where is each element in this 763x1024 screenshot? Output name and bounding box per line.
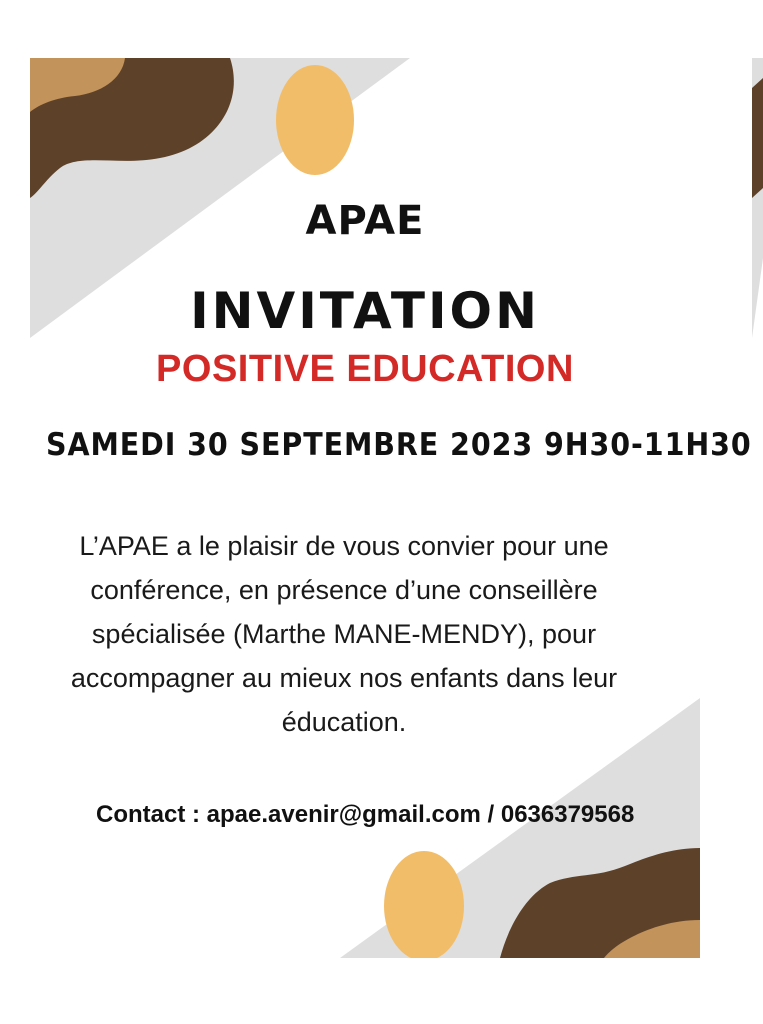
event-subtitle: POSITIVE EDUCATION [156,348,574,390]
next-page-edge [752,58,763,338]
message-line: spécialisée (Marthe MANE-MENDY), pour [91,619,597,649]
top-gold-circle [276,65,354,175]
next-page-decoration [752,58,763,338]
contact-info: Contact : apae.avenir@gmail.com / 0636379568 [96,801,635,828]
message-line: L’APAE a le plaisir de vous convier pour une [79,531,609,561]
next-page-brown-shape [752,78,763,198]
message-line: éducation. [281,707,407,737]
invitation-message [44,524,644,744]
organization-name: APAE [305,198,425,244]
invitation-title: INVITATION [190,282,540,340]
message-line: accompagner au mieux nos enfants dans leur [70,663,618,693]
event-date-time: SAMEDI 30 SEPTEMBRE 2023 9H30-11H30 [46,427,752,463]
bottom-gold-circle [384,851,464,958]
message-line: conférence, en présence d’une conseillère [90,575,598,605]
